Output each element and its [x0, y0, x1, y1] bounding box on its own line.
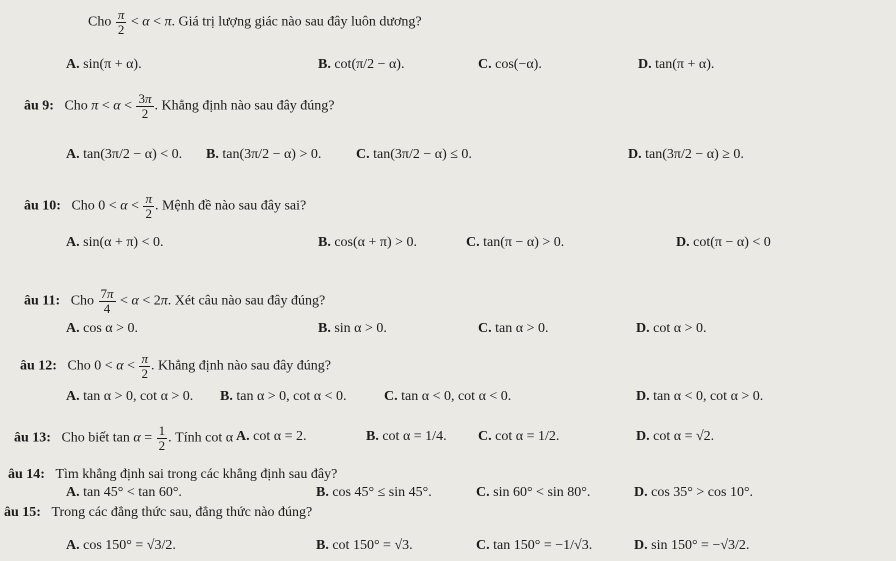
q14-option-a[interactable]: [66, 484, 182, 502]
q14-option-b[interactable]: [316, 484, 432, 502]
q9-c-text: tan(3π/2 − α) ≤ 0.: [373, 147, 472, 162]
q9-rest: . Khẳng định nào sau đây đúng?: [154, 98, 335, 114]
q9-stem: âu 9: Cho π < α < $\frac{3\pi}{2}$ . Khẳng định nào sau đây đúng?: [24, 91, 335, 121]
q11-label: âu 11:: [24, 293, 61, 309]
q9-option-c[interactable]: [356, 146, 472, 164]
q8-option-d[interactable]: [638, 56, 714, 74]
q13-mid: . Tính cot α: [168, 430, 234, 446]
q13-stem: âu 13: Cho biết tan α = $\frac{1}{2}$ . Tính cot α: [14, 423, 234, 453]
q10-option-a[interactable]: [66, 234, 163, 252]
q8-option-c[interactable]: [478, 56, 542, 74]
q13-option-a[interactable]: [236, 428, 306, 446]
option-letter: C.: [466, 235, 480, 250]
q11-option-d[interactable]: [636, 320, 706, 338]
q14-d-text: cos 35° > cos 10°.: [651, 485, 754, 500]
q12-option-d[interactable]: [636, 388, 763, 406]
q11-rest: . Xét câu nào sau đây đúng?: [167, 293, 326, 309]
q9-fraction: $\frac{3\pi}{2}$: [138, 91, 152, 121]
q11-d-text: cot α > 0.: [653, 321, 707, 336]
q10-option-c[interactable]: [466, 234, 564, 252]
option-letter: A.: [66, 57, 80, 72]
q15-b-text: cot 150° = √3.: [332, 538, 413, 553]
q13-fraction: $\frac{1}{2}$: [158, 423, 166, 453]
option-letter: C.: [478, 321, 492, 336]
option-letter: A.: [66, 321, 80, 336]
q8-fraction: $\frac{\pi}{2}$: [117, 7, 125, 37]
option-letter: A.: [66, 485, 80, 500]
q8-option-b[interactable]: [318, 56, 404, 74]
option-letter: A.: [66, 389, 80, 404]
q10-option-d[interactable]: [676, 234, 771, 252]
q11-stem: âu 11: Cho $\frac{7\pi}{4}$ < α < 2π. Xét câu nào sau đây đúng?: [24, 286, 326, 316]
q14-stem: [8, 466, 337, 484]
q12-a-text: tan α > 0, cot α > 0.: [83, 389, 194, 404]
q12-d-text: tan α < 0, cot α > 0.: [653, 389, 764, 404]
q9-b-text: tan(3π/2 − α) > 0.: [222, 147, 322, 162]
q11-fraction: $\frac{7\pi}{4}$: [100, 286, 114, 316]
q10-a-text: sin(α + π) < 0.: [83, 235, 164, 250]
q14-c-text: sin 60° < sin 80°.: [493, 485, 591, 500]
q8-cho: Cho: [88, 14, 112, 30]
q8-option-a[interactable]: [66, 56, 142, 74]
q12-rest: . Khẳng định nào sau đây đúng?: [150, 358, 332, 374]
option-letter: B.: [318, 321, 331, 336]
q14-label: âu 14:: [8, 467, 45, 482]
q12-option-c[interactable]: [384, 388, 511, 406]
q13-option-b[interactable]: [366, 428, 447, 446]
q11-a-text: cos α > 0.: [83, 321, 139, 336]
q10-stem: âu 10: Cho 0 < α < $\frac{\pi}{2}$ . Mệnh đề nào sau đây sai?: [24, 191, 307, 221]
q11-cho: Cho: [70, 293, 95, 309]
q15-option-c[interactable]: [476, 537, 592, 555]
q9-option-a[interactable]: [66, 146, 182, 164]
option-letter: D.: [636, 429, 650, 444]
q13-c-text: cot α = 1/2.: [495, 429, 560, 444]
option-letter: B.: [316, 485, 329, 500]
q13-option-d[interactable]: [636, 428, 714, 446]
q11-b-text: sin α > 0.: [334, 321, 387, 336]
q12-stem: âu 12: Cho 0 < α < $\frac{\pi}{2}$ . Khẳng định nào sau đây đúng?: [20, 351, 332, 381]
q9-cho: Cho: [64, 98, 88, 114]
q8-b-text: cot(π/2 − α).: [334, 57, 405, 72]
q13-d-text: cot α = √2.: [653, 429, 715, 444]
q15-option-a[interactable]: [66, 537, 176, 555]
q8-a-text: sin(π + α).: [83, 57, 142, 72]
q12-fraction: $\frac{\pi}{2}$: [141, 351, 148, 381]
q13-option-c[interactable]: [478, 428, 559, 446]
q15-option-d[interactable]: [634, 537, 749, 555]
q8-d-text: tan(π + α).: [655, 57, 715, 72]
q15-label: âu 15:: [4, 505, 41, 520]
q15-c-text: tan 150° = −1/√3.: [493, 538, 593, 553]
option-letter: A.: [236, 429, 250, 444]
option-letter: D.: [636, 389, 650, 404]
q12-cho: Cho: [67, 358, 91, 374]
option-letter: A.: [66, 235, 80, 250]
q9-d-text: tan(3π/2 − α) ≥ 0.: [645, 147, 744, 162]
q15-stem: [4, 504, 312, 522]
q13-label: âu 13:: [14, 430, 51, 446]
option-letter: B.: [366, 429, 379, 444]
option-letter: C.: [478, 57, 492, 72]
q10-cho: Cho: [71, 198, 95, 214]
q14-b-text: cos 45° ≤ sin 45°.: [332, 485, 432, 500]
q11-option-c[interactable]: [478, 320, 548, 338]
q10-c-text: tan(π − α) > 0.: [483, 235, 565, 250]
q9-option-d[interactable]: [628, 146, 744, 164]
q8-c-text: cos(−α).: [495, 57, 542, 72]
q10-option-b[interactable]: [318, 234, 417, 252]
q8-rest: . Giá trị lượng giác nào sau đây luôn dương?: [171, 14, 422, 30]
q10-rest: . Mệnh đề nào sau đây sai?: [154, 198, 307, 214]
q9-option-b[interactable]: [206, 146, 321, 164]
q13-cho: Cho biết: [61, 430, 110, 446]
q12-option-a[interactable]: [66, 388, 193, 406]
q12-label: âu 12:: [20, 358, 57, 374]
q10-b-text: cos(α + π) > 0.: [334, 235, 418, 250]
option-letter: C.: [476, 538, 490, 553]
option-letter: B.: [318, 57, 331, 72]
option-letter: D.: [676, 235, 690, 250]
q8-stem: Cho $\frac{\pi}{2}$ < α < π. Giá trị lượng giác nào sau đây luôn dương?: [88, 7, 422, 37]
option-letter: B.: [220, 389, 233, 404]
q15-text: Trong các đẳng thức sau, đẳng thức nào đúng?: [51, 505, 313, 520]
q11-c-text: tan α > 0.: [495, 321, 549, 336]
option-letter: D.: [638, 57, 652, 72]
option-letter: C.: [478, 429, 492, 444]
option-letter: C.: [356, 147, 370, 162]
q14-option-d[interactable]: [634, 484, 753, 502]
option-letter: D.: [628, 147, 642, 162]
q11-option-a[interactable]: [66, 320, 138, 338]
option-letter: C.: [384, 389, 398, 404]
option-letter: B.: [316, 538, 329, 553]
q10-d-text: cot(π − α) < 0: [693, 235, 771, 250]
q13-b-text: cot α = 1/4.: [382, 429, 447, 444]
option-letter: A.: [66, 538, 80, 553]
q9-label: âu 9:: [24, 98, 54, 114]
q10-fraction: $\frac{\pi}{2}$: [145, 191, 152, 221]
q10-label: âu 10:: [24, 198, 61, 214]
q15-option-b[interactable]: [316, 537, 413, 555]
q14-text: Tìm khẳng định sai trong các khẳng định sau đây?: [55, 467, 338, 482]
q12-c-text: tan α < 0, cot α < 0.: [401, 389, 512, 404]
option-letter: D.: [636, 321, 650, 336]
q9-a-text: tan(3π/2 − α) < 0.: [83, 147, 183, 162]
option-letter: B.: [206, 147, 219, 162]
q12-b-text: tan α > 0, cot α < 0.: [236, 389, 347, 404]
q13-a-text: cot α = 2.: [253, 429, 307, 444]
option-letter: C.: [476, 485, 490, 500]
option-letter: D.: [634, 485, 648, 500]
q14-option-c[interactable]: [476, 484, 590, 502]
q15-d-text: sin 150° = −√3/2.: [651, 538, 750, 553]
option-letter: D.: [634, 538, 648, 553]
option-letter: B.: [318, 235, 331, 250]
q14-a-text: tan 45° < tan 60°.: [83, 485, 182, 500]
q15-a-text: cos 150° = √3/2.: [83, 538, 176, 553]
q12-option-b[interactable]: [220, 388, 347, 406]
q11-option-b[interactable]: [318, 320, 387, 338]
option-letter: A.: [66, 147, 80, 162]
